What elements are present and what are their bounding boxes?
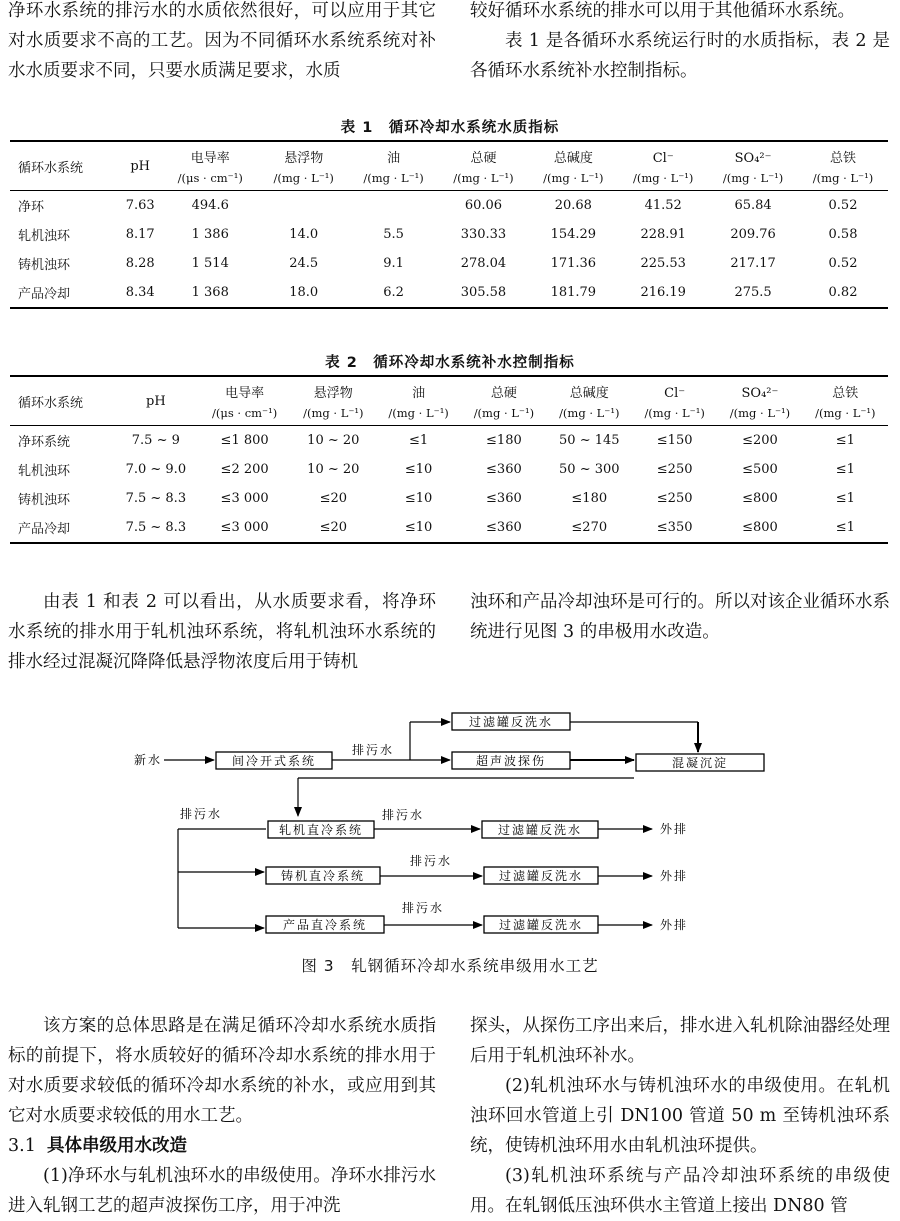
bottom-left-column xyxy=(8,1011,436,1221)
process-flow-diagram xyxy=(120,700,820,940)
table2-cell: ≤10 xyxy=(404,462,433,477)
table1-cell: 41.52 xyxy=(644,198,682,213)
coagulation-label: 混凝沉淀 xyxy=(671,756,729,770)
table1-cell: 216.19 xyxy=(618,278,708,308)
table2-cell: 50 ~ 300 xyxy=(559,462,620,477)
table2-col-header: Cl⁻ xyxy=(632,376,717,401)
table1-cell xyxy=(259,191,349,221)
table1-col-header: 油 xyxy=(349,141,439,166)
table2-cell: ≤3 000 xyxy=(220,491,269,506)
table1-cell xyxy=(349,191,439,221)
table1-unit: /(mg · L⁻¹) xyxy=(798,166,888,191)
table2-col-header: 总碱度 xyxy=(547,376,632,401)
blowdown-label-2: 排污水 xyxy=(410,854,453,868)
table1-cell: 275.5 xyxy=(708,278,798,308)
table1-unit: /(mg · L⁻¹) xyxy=(528,166,618,191)
table2-unit: /(mg · L⁻¹) xyxy=(547,401,632,426)
filter-backwash-top-label: 过滤罐反洗水 xyxy=(468,715,554,729)
paragraph: 探头，从探伤工序出来后，排水进入轧机除油器经处理后用于轧机浊环补水。 xyxy=(470,1016,890,1066)
table1-cell: 209.76 xyxy=(730,227,776,242)
filter-backwash-label-1: 过滤罐反洗水 xyxy=(497,823,583,837)
table1-cell: 217.17 xyxy=(730,256,776,271)
table2-cell: ≤200 xyxy=(742,433,778,448)
table2-row xyxy=(10,426,888,456)
table2-col-header: 电导率 xyxy=(199,376,291,401)
table2-cell: ≤360 xyxy=(486,462,522,477)
table1-cell: 14.0 xyxy=(289,227,319,242)
table2-cell: ≤180 xyxy=(571,491,608,506)
table2-cell: ≤800 xyxy=(717,513,802,543)
table2-cell: ≤360 xyxy=(461,513,546,543)
table1-cell: 181.79 xyxy=(528,278,618,308)
table1-cell: 1 368 xyxy=(162,278,259,308)
section-heading xyxy=(8,1131,436,1161)
table1-unit: /(mg · L⁻¹) xyxy=(349,166,439,191)
table1-cell: 0.58 xyxy=(828,227,858,242)
table2-cell: ≤1 xyxy=(409,433,429,448)
table1-cell: 1 386 xyxy=(191,227,229,242)
blowdown-label-left: 排污水 xyxy=(180,807,223,821)
table1-row xyxy=(10,191,888,221)
table2-title: 表 2 循环冷却水系统补水控制指标 xyxy=(325,355,575,371)
table2-col-header: 总铁 xyxy=(803,376,888,401)
table2-unit: /(mg · L⁻¹) xyxy=(803,401,888,426)
table1-unit: /(mg · L⁻¹) xyxy=(708,166,798,191)
table1-col-header: 电导率 xyxy=(162,141,259,166)
table2-unit: /(μs · cm⁻¹) xyxy=(199,401,291,426)
table2-col-header: 油 xyxy=(376,376,461,401)
mid-right-column xyxy=(470,587,890,647)
table1-cell: 1 514 xyxy=(191,256,229,271)
table2-unit: /(mg · L⁻¹) xyxy=(291,401,376,426)
table2-cell: ≤350 xyxy=(632,513,717,543)
table2-cell: 10 ~ 20 xyxy=(307,462,360,477)
table1 xyxy=(10,140,888,309)
table1-row xyxy=(10,249,888,278)
table1-col-header: Cl⁻ xyxy=(618,141,708,166)
table2-cell: ≤1 xyxy=(835,491,855,506)
table1-cell: 5.5 xyxy=(383,227,404,242)
blowdown-label-3: 排污水 xyxy=(402,901,445,915)
table1-col-header: 总铁 xyxy=(798,141,888,166)
figure-caption: 图 3 轧钢循环冷却水系统串级用水工艺 xyxy=(301,957,599,975)
table1-cell: 0.52 xyxy=(828,198,858,213)
table2-cell: 7.0 ~ 9.0 xyxy=(125,462,187,477)
table1-cell: 154.29 xyxy=(550,227,597,242)
table1-cell: 轧机浊环 xyxy=(18,229,71,244)
discharge-label-1: 外排 xyxy=(660,822,689,836)
table1-cell: 494.6 xyxy=(191,198,229,213)
table2 xyxy=(10,375,888,544)
paragraph: 由表 1 和表 2 可以看出，从水质要求看，将净环水系统的排水用于轧机浊环系统，将轧机浊环水系统的排水经过混凝沉降降低悬浮物浓度后用于铸机 xyxy=(8,592,436,672)
table2-header-row xyxy=(10,376,888,401)
table2-cell: ≤20 xyxy=(319,491,348,506)
table2-cell: ≤2 200 xyxy=(220,462,269,477)
table2-col-header: 循环水系统 xyxy=(10,376,113,426)
table1-cell: 8.17 xyxy=(125,227,155,242)
table2-cell: ≤250 xyxy=(656,462,693,477)
table1-col-header: 循环水系统 xyxy=(10,141,119,191)
table2-cell: 7.5 ~ 8.3 xyxy=(113,513,198,543)
table1-cell: 305.58 xyxy=(439,278,529,308)
table2-cell: 轧机浊环 xyxy=(18,464,71,479)
table2-col-header: 悬浮物 xyxy=(291,376,376,401)
table2-cell: 10 ~ 20 xyxy=(307,433,360,448)
table1-header-row xyxy=(10,141,888,166)
table2-cell: ≤800 xyxy=(742,491,778,506)
table2-unit: /(mg · L⁻¹) xyxy=(376,401,461,426)
table2-unit: /(mg · L⁻¹) xyxy=(461,401,546,426)
table1-cell: 0.52 xyxy=(828,256,858,271)
ultrasonic-label: 超声波探伤 xyxy=(475,754,547,768)
paragraph: 较好循环水系统的排水可以用于其他循环水系统。 xyxy=(470,1,855,21)
section-number: 3.1 xyxy=(8,1136,36,1156)
product-cooling-label: 产品直冷系统 xyxy=(282,918,368,932)
top-right-column xyxy=(470,0,890,86)
table2-cell: 7.5 ~ 8.3 xyxy=(125,491,187,506)
table2-cell: ≤1 800 xyxy=(220,433,269,448)
table1-col-header: 总硬 xyxy=(439,141,529,166)
table1-cell: 18.0 xyxy=(259,278,349,308)
paragraph: (1)净环水与轧机浊环水的串级使用。净环水排污水进入轧钢工艺的超声波探伤工序，用于冲洗 xyxy=(8,1166,436,1216)
table2-cell: ≤1 xyxy=(803,513,888,543)
table2-body xyxy=(10,426,888,544)
table1-cell: 产品冷却 xyxy=(10,278,119,308)
table2-cell: 净环系统 xyxy=(18,435,71,450)
table2-cell: ≤360 xyxy=(486,491,522,506)
paragraph: (2)轧机浊环水与铸机浊环水的串级使用。在轧机浊环回水管道上引 DN100 管道 50 m 至铸机浊环系统，使铸机浊环用水由轧机浊环提供。 xyxy=(470,1076,890,1156)
table1-cell: 0.82 xyxy=(798,278,888,308)
table1-row xyxy=(10,278,888,308)
table2-col-header: 总硬 xyxy=(461,376,546,401)
table1-cell: 6.2 xyxy=(349,278,439,308)
table1-cell: 65.84 xyxy=(734,198,772,213)
table2-cell: 7.5 ~ 9 xyxy=(131,433,180,448)
table1-cell: 铸机浊环 xyxy=(18,258,71,273)
table2-cell: ≤10 xyxy=(376,513,461,543)
table2-col-header: SO₄²⁻ xyxy=(717,376,802,401)
table2-cell: ≤500 xyxy=(742,462,778,477)
table1-unit: /(μs · cm⁻¹) xyxy=(162,166,259,191)
table1-cell: 228.91 xyxy=(640,227,686,242)
table1-row xyxy=(10,220,888,249)
casting-cooling-label: 铸机直冷系统 xyxy=(280,869,366,883)
mid-left-column xyxy=(8,587,436,677)
discharge-label-3: 外排 xyxy=(660,918,689,932)
table1-unit: /(mg · L⁻¹) xyxy=(259,166,349,191)
bottom-right-column xyxy=(470,1011,890,1221)
table2-cell: ≤1 xyxy=(835,433,855,448)
table1-cell: 225.53 xyxy=(640,256,686,271)
filter-backwash-label-3: 过滤罐反洗水 xyxy=(498,918,584,932)
table1-cell: 20.68 xyxy=(554,198,592,213)
table1-col-header: 总碱度 xyxy=(528,141,618,166)
table2-row xyxy=(10,455,888,484)
table1-body xyxy=(10,191,888,309)
top-left-column xyxy=(8,0,436,86)
table2-row xyxy=(10,484,888,513)
table1-cell: 8.34 xyxy=(119,278,162,308)
table2-cell: ≤250 xyxy=(656,491,693,506)
table1-cell: 278.04 xyxy=(460,256,507,271)
table1-cell: 24.5 xyxy=(289,256,319,271)
table1-title: 表 1 循环冷却水系统水质指标 xyxy=(340,120,560,136)
table2-cell: ≤270 xyxy=(547,513,632,543)
table2-unit: /(mg · L⁻¹) xyxy=(632,401,717,426)
table1-cell: 7.63 xyxy=(125,198,155,213)
table1-unit: /(mg · L⁻¹) xyxy=(618,166,708,191)
table2-cell: 50 ~ 145 xyxy=(559,433,620,448)
table2-cell: ≤1 xyxy=(835,462,855,477)
table1-col-header: pH xyxy=(119,141,162,191)
table2-col-header: pH xyxy=(113,376,198,426)
table1-col-header: SO₄²⁻ xyxy=(708,141,798,166)
table2-cell: 铸机浊环 xyxy=(18,493,71,508)
rolling-cooling-label: 轧机直冷系统 xyxy=(278,823,364,837)
table1-col-header: 悬浮物 xyxy=(259,141,349,166)
table1-cell: 60.06 xyxy=(464,198,503,213)
table1-cell: 330.33 xyxy=(460,227,507,242)
table2-cell: ≤20 xyxy=(291,513,376,543)
table2-cell: 产品冷却 xyxy=(10,513,113,543)
table2-cell: ≤3 000 xyxy=(199,513,291,543)
blowdown-label-top: 排污水 xyxy=(352,743,395,757)
paragraph: 表 1 是各循环水系统运行时的水质指标，表 2 是各循环水系统补水控制指标。 xyxy=(470,31,890,81)
table1-cell: 9.1 xyxy=(383,256,404,271)
table1-unit: /(mg · L⁻¹) xyxy=(439,166,529,191)
table2-cell: ≤150 xyxy=(656,433,693,448)
discharge-label-2: 外排 xyxy=(660,869,689,883)
paragraph: 浊环和产品冷却浊环是可行的。所以对该企业循环水系统进行见图 3 的串极用水改造。 xyxy=(470,592,890,642)
blowdown-label-1: 排污水 xyxy=(382,808,425,822)
table2-row xyxy=(10,513,888,543)
table2-cell: ≤10 xyxy=(404,491,433,506)
table1-cell: 净环 xyxy=(18,200,45,215)
table2-cell: ≤180 xyxy=(486,433,522,448)
section-title: 具体串级用水改造 xyxy=(46,1136,187,1156)
table1-cell: 8.28 xyxy=(125,256,155,271)
intermittent-system-label: 间冷开式系统 xyxy=(231,754,317,768)
table1-cell: 171.36 xyxy=(550,256,597,271)
new-water-label: 新水 xyxy=(134,753,163,767)
table2-unit: /(mg · L⁻¹) xyxy=(717,401,802,426)
paragraph: 该方案的总体思路是在满足循环冷却水系统水质指标的前提下，将水质较好的循环冷却水系统的排水用于对水质要求较低的循环冷却水系统的补水，或应用到其它对水质要求较低的用水工艺。 xyxy=(8,1016,436,1126)
paragraph: (3)轧机浊环系统与产品冷却浊环系统的串级使用。在轧钢低压浊环供水主管道上接出 DN80 管 xyxy=(470,1166,890,1216)
paragraph: 净环水系统的排污水的水质依然很好，可以应用于其它对水质要求不高的工艺。因为不同循环水系统系统对补水水质要求不同，只要水质满足要求，水质 xyxy=(8,1,436,81)
filter-backwash-label-2: 过滤罐反洗水 xyxy=(498,869,584,883)
